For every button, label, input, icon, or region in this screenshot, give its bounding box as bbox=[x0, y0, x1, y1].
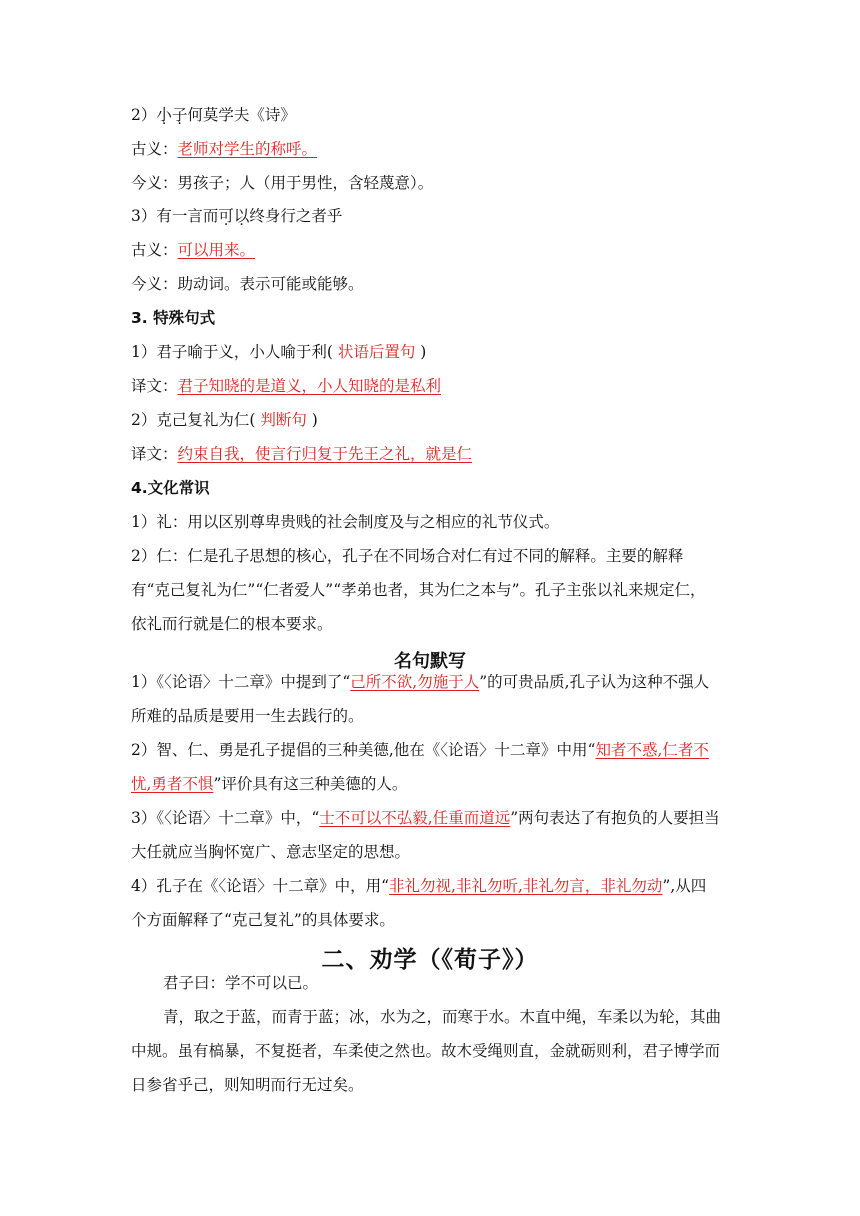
culture-item-1: 1）礼：用以区别尊卑贵贱的社会制度及与之相应的礼节仪式。 bbox=[131, 513, 560, 531]
famous-quotes-heading: 名句默写 bbox=[394, 651, 466, 672]
answer-text: 君子知晓的是道义，小人知晓的是私利 bbox=[177, 377, 442, 395]
section-heading-culture: 4.文化常识 bbox=[131, 479, 210, 497]
modern-meaning-2: 今义：助动词。表示可能或能够。 bbox=[131, 275, 364, 293]
culture-item-2: 2）仁：仁是孔子思想的核心，孔子在不同场合对仁有过不同的解释。主要的解释有“克己复礼为仁”“仁者爱人”“孝弟也者，其为仁之本与”。孔子主张以礼来规定仁，依礼而行就是仁的根本要求。 bbox=[131, 547, 706, 633]
emphasis-char: 可 bbox=[218, 207, 234, 225]
section-heading-special-sentences: 3. 特殊句式 bbox=[131, 309, 216, 327]
answer-text: 非礼勿视,非礼勿听,非礼勿言，非礼勿动 bbox=[389, 877, 663, 895]
vocab-item-3: 3）有一言而可以终身行之者乎 bbox=[131, 207, 343, 225]
quanxue-paragraph-2: 青，取之于蓝，而青于蓝；冰，水为之，而寒于水。木直中绳，车柔以为轮，其曲中规。虽有槁暴，不复挺者，车柔使之然也。故木受绳则直，金就砺则利，君子博学而日参省乎己，则知明而行无过矣。 bbox=[131, 1008, 722, 1094]
ancient-meaning-2: 古义：可以用来。 bbox=[131, 241, 256, 259]
quote-item-1: 1）《〈论语〉十二章》中提到了“己所不欲,勿施于人”的可贵品质,孔子认为这种不强人所难的品质是要用一生去践行的。 bbox=[131, 673, 710, 725]
emphasis-char: 以 bbox=[233, 207, 250, 225]
answer-text: 知者不惑,仁者不忧,勇者不惧 bbox=[131, 741, 709, 793]
quote-item-3: 3）《〈论语〉十二章》中，“士不可以不弘毅,任重而道远”两句表达了有抱负的人要担当大任就应当胸怀宽广、意志坚定的思想。 bbox=[131, 809, 720, 861]
answer-text: 约束自我，使言行归复于先王之礼，就是仁 bbox=[177, 445, 473, 463]
modern-meaning-1: 今义：男孩子；人（用于男性，含轻蔑意）。 bbox=[131, 174, 434, 192]
translation-2: 译文：约束自我，使言行归复于先王之礼，就是仁 bbox=[131, 445, 473, 463]
answer-text: 己所不欲,勿施于人 bbox=[350, 673, 480, 691]
answer-text: 老师对学生的称呼。 bbox=[177, 140, 318, 158]
chapter-heading-quanxue: 二、劝学（《荀子》） bbox=[321, 947, 539, 973]
translation-1: 译文：君子知晓的是道义，小人知晓的是私利 bbox=[131, 377, 442, 395]
emphasis-char: 小 bbox=[156, 106, 172, 124]
ancient-meaning-1: 古义：老师对学生的称呼。 bbox=[131, 140, 318, 158]
quote-item-2: 2）智、仁、勇是孔子提倡的三种美德,他在《〈论语〉十二章》中用“知者不惑,仁者不忧,勇者不惧”评价具有这三种美德的人。 bbox=[131, 741, 709, 793]
quanxue-paragraph-1: 君子曰：学不可以已。 bbox=[163, 974, 319, 992]
answer-text: 士不可以不弘毅,任重而道远 bbox=[319, 809, 511, 827]
sentence-item-1: 1）君子喻于义，小人喻于利( 状语后置句 ) bbox=[131, 343, 427, 361]
emphasis-char: 子 bbox=[171, 106, 188, 124]
sentence-item-2: 2）克己复礼为仁( 判断句 ) bbox=[131, 411, 318, 429]
vocab-item-2: 2）小子何莫学夫《诗》 bbox=[131, 106, 296, 124]
answer-text: 可以用来。 bbox=[177, 241, 256, 259]
sentence-type: 状语后置句 bbox=[332, 343, 421, 361]
quote-item-4: 4）孔子在《〈论语〉十二章》中，用“非礼勿视,非礼勿听,非礼勿言，非礼勿动”,从四个方面解释了“克己复礼”的具体要求。 bbox=[131, 877, 707, 929]
sentence-type: 判断句 bbox=[255, 411, 312, 429]
